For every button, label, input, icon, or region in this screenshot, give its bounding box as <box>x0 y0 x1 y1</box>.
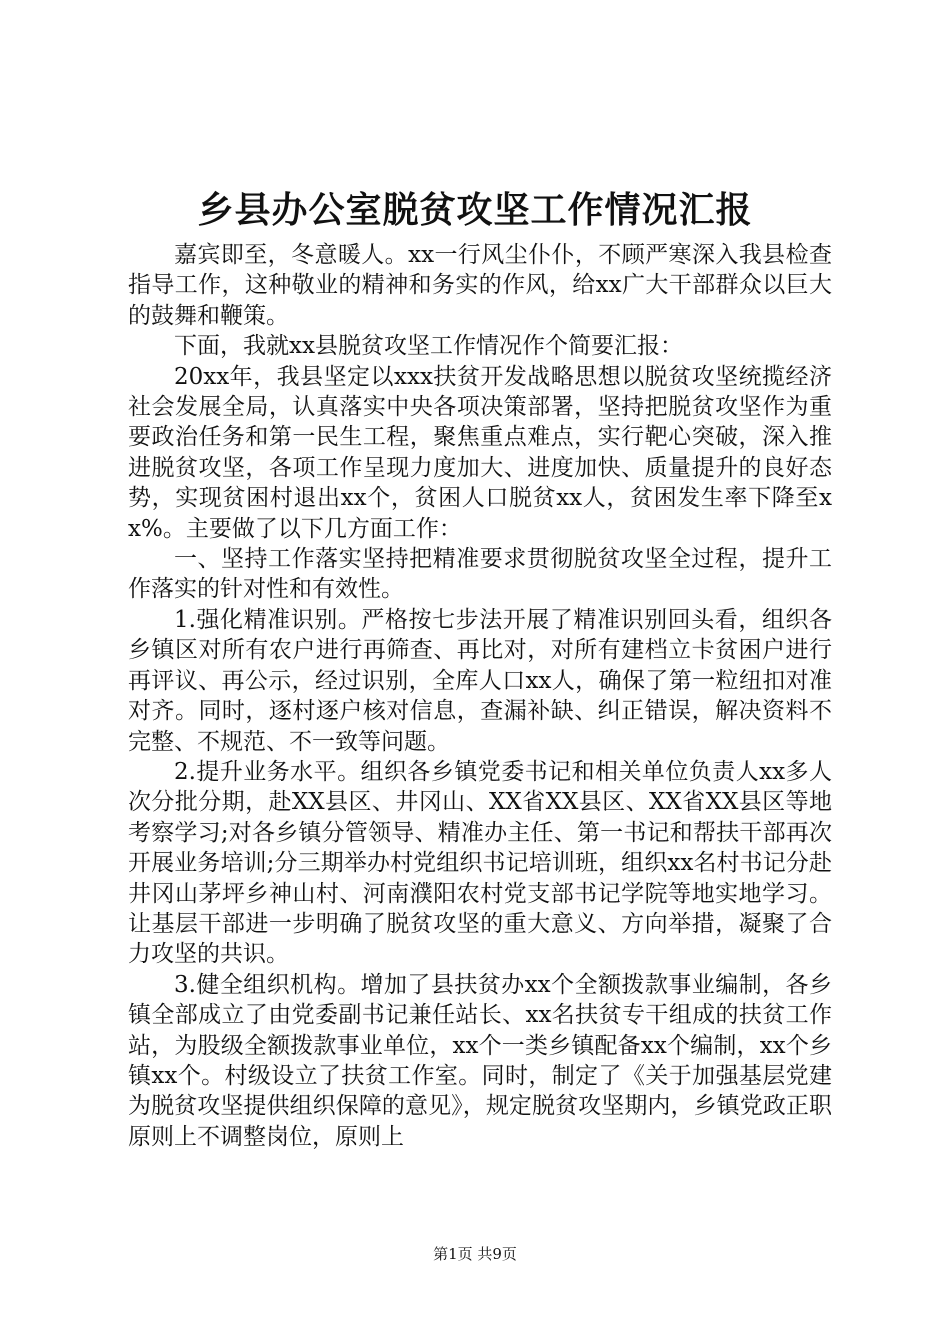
paragraph-item-2: 2.提升业务水平。组织各乡镇党委书记和相关单位负责人xx多人次分批分期，赴XX县区、井冈山、XX省XX县区、XX省XX县区等地考察学习;对各乡镇分管领导、精准办主任、第一书记和帮扶干部再次开展业务培训;分三期举办村党组织书记培训班，组织xx名村书记分赴井冈山茅坪乡神山村、河南濮阳农村党支部书记学院等地实地学习。让基层干部进一步明确了脱贫攻坚的重大意义、方向举措，凝聚了合力攻坚的共识。 <box>128 758 832 968</box>
paragraph-item-3: 3.健全组织机构。增加了县扶贫办xx个全额拨款事业编制，各乡镇全部成立了由党委副书记兼任站长、xx名扶贫专干组成的扶贫工作站，为股级全额拨款事业单位，xx个一类乡镇配备xx个编制，xx个乡镇xx个。村级设立了扶贫工作室。同时，制定了《关于加强基层党建为脱贫攻坚提供组织保障的意见》，规定脱贫攻坚期内，乡镇党政正职原则上不调整岗位，原则上 <box>128 971 832 1150</box>
document-body <box>128 240 832 1152</box>
document-title: 乡县办公室脱贫攻坚工作情况汇报 <box>197 189 753 231</box>
paragraph-item-1: 1.强化精准识别。严格按七步法开展了精准识别回头看，组织各乡镇区对所有农户进行再筛查、再比对，对所有建档立卡贫困户进行再评议、再公示，经过识别，全库人口xx人，确保了第一粒纽扣对准对齐。同时，逐村逐户核对信息，查漏补缺、纠正错误，解决资料不完整、不规范、不一致等问题。 <box>128 606 832 755</box>
paragraph-greeting: 嘉宾即至，冬意暖人。xx一行风尘仆仆，不顾严寒深入我县检查指导工作，这种敬业的精神和务实的作风，给xx广大干部群众以巨大的鼓舞和鞭策。 <box>128 242 832 329</box>
paragraph-overview: 20xx年，我县坚定以xxx扶贫开发战略思想以脱贫攻坚统揽经济社会发展全局，认真落实中央各项决策部署，坚持把脱贫攻坚作为重要政治任务和第一民生工程，聚焦重点难点，实行靶心突破，深入推进脱贫攻坚，各项工作呈现力度加大、进度加快、质量提升的良好态势，实现贫困村退出xx个，贫困人口脱贫xx人，贫困发生率下降至xx%。主要做了以下几方面工作： <box>128 363 832 542</box>
paragraph-intro: 下面，我就xx县脱贫攻坚工作情况作个简要汇报： <box>174 333 683 360</box>
page-footer: 第1页 共9页 <box>433 1245 517 1263</box>
paragraph-section-1-heading: 一、坚持工作落实坚持把精准要求贯彻脱贫攻坚全过程，提升工作落实的针对性和有效性。 <box>128 546 832 603</box>
